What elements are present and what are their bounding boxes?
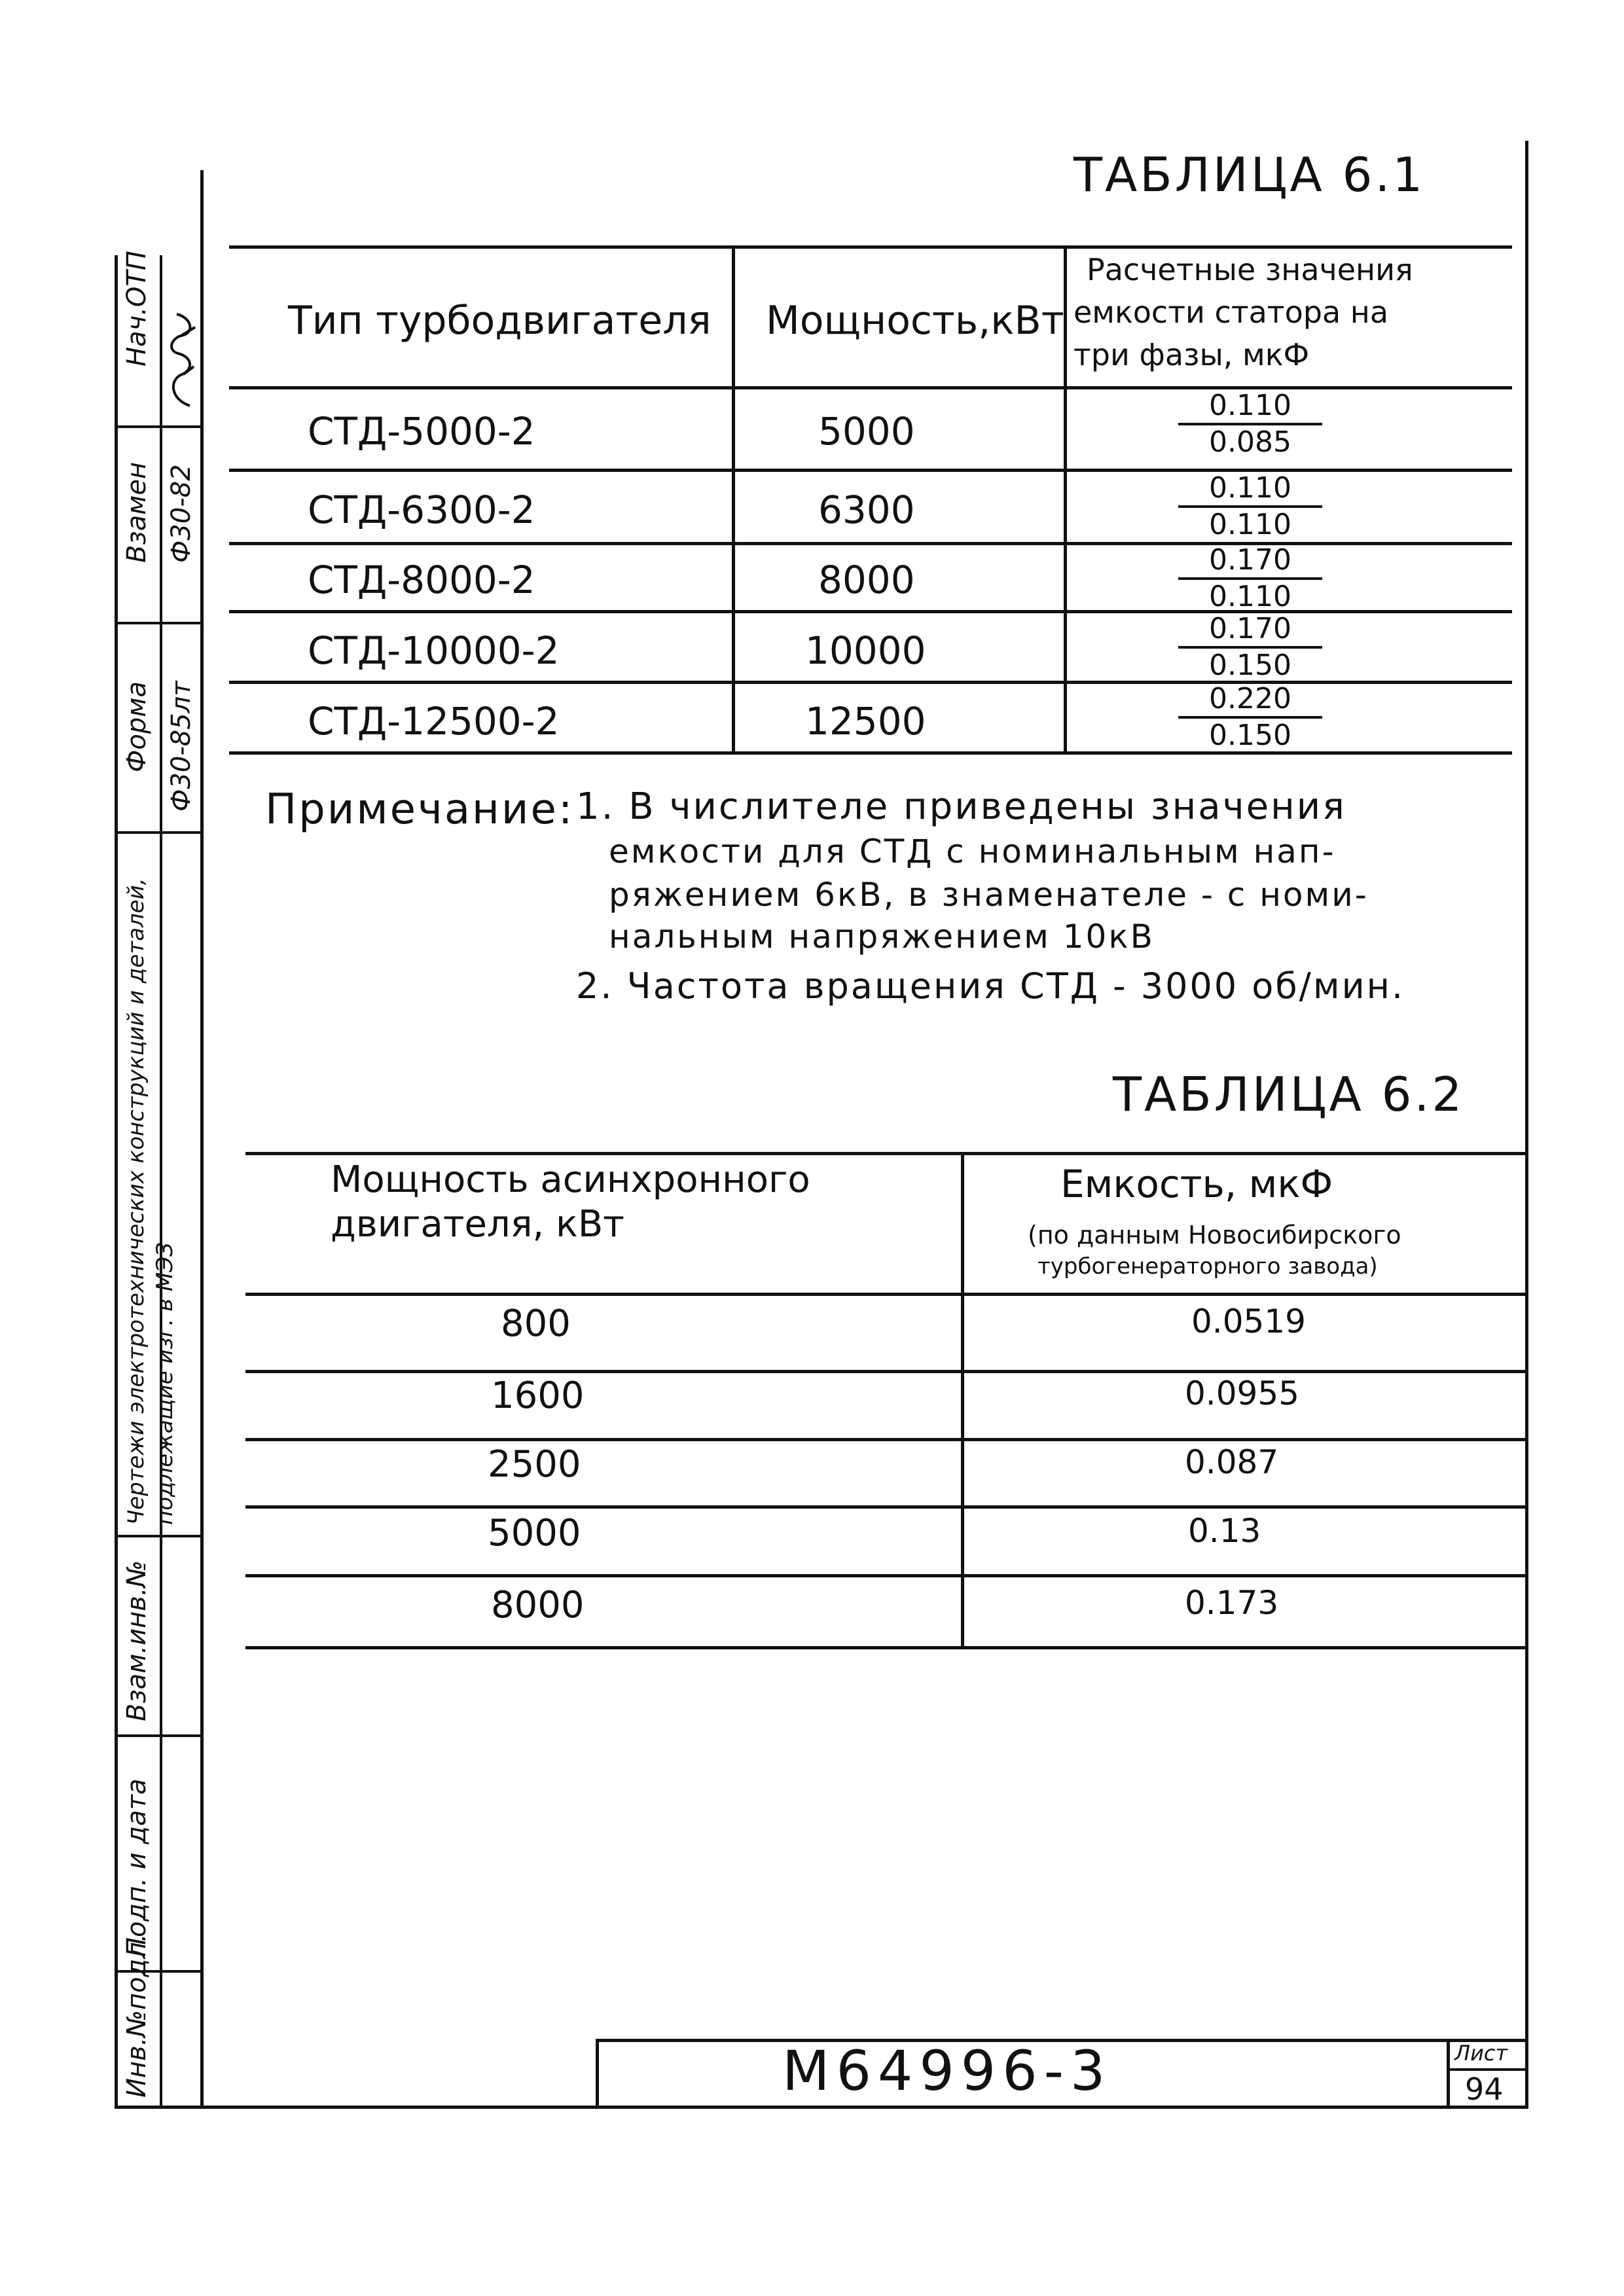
table1-cell-capacity bbox=[1178, 389, 1322, 459]
capacity-numerator: 0.220 bbox=[1178, 682, 1322, 719]
table2-rule bbox=[245, 1370, 1525, 1373]
table2-caption: ТАБЛИЦА 6.2 bbox=[1113, 1067, 1465, 1122]
table1-header-capacity: Расчетные значения bbox=[1087, 252, 1413, 287]
note-line: нальным напряжением 10кВ bbox=[609, 918, 1155, 956]
table1-caption: ТАБЛИЦА 6.1 bbox=[1074, 147, 1426, 202]
table2-rule bbox=[245, 1152, 1525, 1155]
frame-inner-left-border bbox=[200, 170, 204, 2108]
note-line: 1. В числителе приведены значения bbox=[576, 785, 1346, 828]
table2-rule bbox=[245, 1505, 1525, 1509]
table2-cell-power: 800 bbox=[501, 1302, 571, 1345]
sheet-number: 94 bbox=[1465, 2072, 1504, 2107]
table1-cell-type: СТД-6300-2 bbox=[308, 488, 535, 532]
side-stamp-label: Взам.инв.№ bbox=[122, 1560, 152, 1721]
capacity-denominator: 0.110 bbox=[1209, 580, 1291, 613]
table2-cell-capacity: 0.0955 bbox=[1185, 1374, 1299, 1412]
table1-header-power: Мощность,кВт bbox=[766, 298, 1064, 344]
side-stamp-value: Ф30-82 bbox=[166, 464, 196, 563]
table2-cell-power: 5000 bbox=[488, 1512, 581, 1554]
side-stamp-label: Подп. и дата bbox=[122, 1778, 152, 1957]
side-stamp-label: Взамен bbox=[122, 461, 152, 563]
side-stamp-label: Нач.ОТП bbox=[122, 251, 152, 367]
table1-header-type: Тип турбодвигателя bbox=[288, 298, 712, 344]
table1-rule bbox=[229, 245, 1512, 249]
frame-bottom-border bbox=[115, 2106, 1528, 2109]
capacity-numerator: 0.170 bbox=[1178, 612, 1322, 649]
capacity-denominator: 0.150 bbox=[1209, 649, 1291, 682]
frame-right-border bbox=[1525, 141, 1528, 2108]
note-line: 2. Частота вращения СТД - 3000 об/мин. bbox=[576, 965, 1405, 1007]
table2-cell-capacity: 0.173 bbox=[1185, 1584, 1279, 1622]
notes-label: Примечание: bbox=[265, 785, 575, 834]
side-stamp-rule bbox=[115, 1535, 203, 1537]
table2-header-source: турбогенераторного завода) bbox=[1038, 1253, 1378, 1280]
side-stamp-rule bbox=[115, 622, 203, 624]
table1-header-capacity: три фазы, мкФ bbox=[1074, 337, 1310, 372]
table1-cell-capacity bbox=[1178, 543, 1322, 614]
note-line: ряжением 6кВ, в знаменателе - с номи- bbox=[609, 876, 1369, 914]
side-stamp-value: Ф30-85лт bbox=[166, 681, 196, 812]
table1-col-divider bbox=[732, 245, 735, 755]
title-block-left-rule bbox=[596, 2039, 599, 2108]
table2-header-power: двигателя, кВт bbox=[331, 1203, 624, 1246]
table1-cell-capacity bbox=[1178, 682, 1322, 753]
table2-col-divider bbox=[961, 1152, 964, 1649]
table2-rule bbox=[245, 1293, 1525, 1296]
table1-cell-type: СТД-8000-2 bbox=[308, 558, 535, 602]
table1-cell-capacity bbox=[1178, 471, 1322, 542]
capacity-denominator: 0.110 bbox=[1209, 508, 1291, 541]
table2-cell-capacity: 0.087 bbox=[1185, 1443, 1279, 1481]
side-stamp-label: Инв.№подл. bbox=[122, 1933, 152, 2098]
title-block-sheet-rule bbox=[1447, 2068, 1525, 2071]
table1-cell-power: 6300 bbox=[818, 488, 915, 532]
table2-cell-power: 8000 bbox=[491, 1584, 585, 1626]
capacity-numerator: 0.170 bbox=[1178, 543, 1322, 580]
table2-rule bbox=[245, 1574, 1525, 1577]
table1-header-capacity: емкости статора на bbox=[1074, 295, 1389, 330]
table1-col-divider bbox=[1064, 245, 1067, 755]
capacity-denominator: 0.085 bbox=[1209, 425, 1291, 459]
capacity-numerator: 0.110 bbox=[1178, 389, 1322, 425]
capacity-numerator: 0.110 bbox=[1178, 471, 1322, 508]
table2-header-source: (по данным Новосибирского bbox=[1028, 1221, 1401, 1249]
signature bbox=[164, 301, 200, 412]
table2-cell-power: 2500 bbox=[488, 1443, 581, 1486]
table1-cell-power: 12500 bbox=[805, 699, 926, 744]
side-stamp-label: Форма bbox=[122, 681, 152, 772]
table1-cell-type: СТД-12500-2 bbox=[308, 699, 560, 744]
table2-header-capacity: Емкость, мкФ bbox=[1060, 1162, 1333, 1206]
table2-cell-power: 1600 bbox=[491, 1374, 585, 1417]
table1-cell-power: 5000 bbox=[818, 409, 915, 454]
side-stamp-rule bbox=[115, 425, 203, 428]
title-block-sheet-divider bbox=[1447, 2039, 1450, 2108]
table1-cell-type: СТД-5000-2 bbox=[308, 409, 535, 454]
document-code: М64996-3 bbox=[782, 2039, 1112, 2103]
table2-rule bbox=[245, 1438, 1525, 1441]
table2-header-power: Мощность асинхронного bbox=[331, 1158, 810, 1201]
side-stamp-label: Чертежи электротехнических конструкций и деталей, подлежащие изг. в МЭЗ bbox=[123, 878, 178, 1525]
table1-cell-power: 10000 bbox=[805, 628, 926, 673]
table1-cell-capacity bbox=[1178, 612, 1322, 683]
side-stamp-rule bbox=[115, 1734, 203, 1737]
table2-cell-capacity: 0.13 bbox=[1188, 1512, 1261, 1550]
table2-cell-capacity: 0.0519 bbox=[1191, 1302, 1306, 1340]
table1-cell-power: 8000 bbox=[818, 558, 915, 602]
frame-left-border bbox=[115, 255, 118, 2108]
note-line: емкости для СТД с номинальным нап- bbox=[609, 833, 1336, 870]
sheet-label: Лист bbox=[1454, 2041, 1508, 2066]
table1-cell-type: СТД-10000-2 bbox=[308, 628, 560, 673]
capacity-denominator: 0.150 bbox=[1209, 719, 1291, 752]
table2-rule bbox=[245, 1646, 1525, 1649]
